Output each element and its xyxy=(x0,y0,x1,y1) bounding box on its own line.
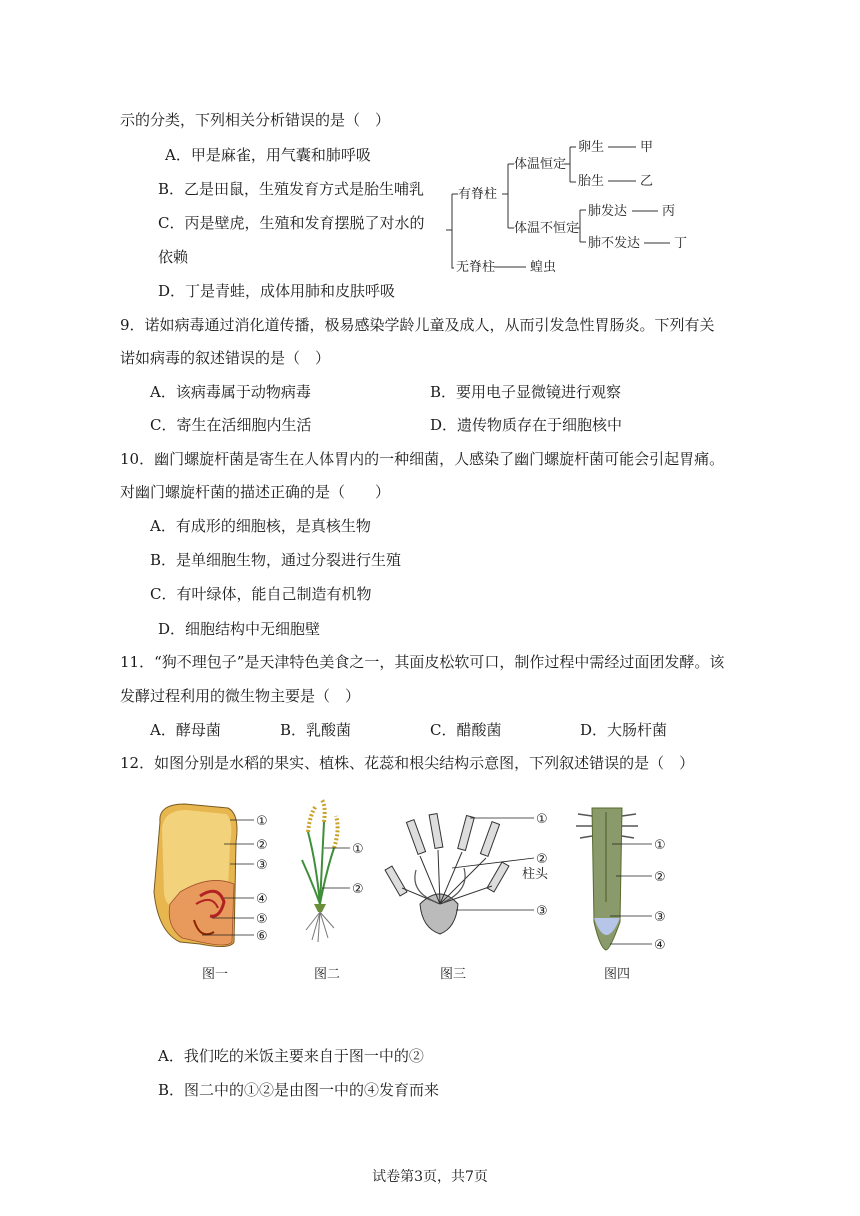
q11-option-a: A．酵母菌 xyxy=(150,721,221,739)
fig4-num-4: ④ xyxy=(654,938,666,953)
classification-diagram xyxy=(446,130,706,280)
fig2-label: 图二 xyxy=(314,967,341,982)
q12-option-b: B．图二中的①②是由图一中的④发育而来 xyxy=(158,1081,440,1099)
fig1-num-3: ③ xyxy=(256,858,268,873)
fig3-num-1: ① xyxy=(536,812,548,827)
fig4-label: 图四 xyxy=(604,967,631,982)
q9-line2: 诺如病毒的叙述错误的是（ ） xyxy=(120,349,331,367)
q8-option-c-cont: 依赖 xyxy=(158,248,189,266)
q10-option-c: C．有叶绿体，能自己制造有机物 xyxy=(150,585,372,603)
fig1-num-1: ① xyxy=(256,814,268,829)
q11-line2: 发酵过程利用的微生物主要是（ ） xyxy=(120,687,361,705)
q10-option-b: B．是单细胞生物，通过分裂进行生殖 xyxy=(150,551,402,569)
q9-option-a: A．该病毒属于动物病毒 xyxy=(150,383,311,401)
diag-lung-dev: 肺发达 xyxy=(588,204,628,219)
q8-option-a: A．甲是麻雀，用气囊和肺呼吸 xyxy=(165,146,371,164)
q10-option-a: A．有成形的细胞核，是真核生物 xyxy=(150,517,371,535)
fig4-num-2: ② xyxy=(654,870,666,885)
q10-line2: 对幽门螺旋杆菌的描述正确的是（ ） xyxy=(120,483,391,501)
q8-stem: 示的分类，下列相关分析错误的是（ ） xyxy=(120,111,391,129)
fig3-flower xyxy=(385,812,549,982)
q11-line1: 11．“狗不理包子”是天津特色美食之一，其面皮松软可口，制作过程中需经过面团发酵。该 xyxy=(120,653,725,671)
q11-option-b: B．乳酸菌 xyxy=(280,721,352,739)
fig1-num-6: ⑥ xyxy=(256,929,268,944)
fig3-label: 图三 xyxy=(440,967,467,982)
diag-lung-undev: 肺不发达 xyxy=(588,236,641,251)
diag-jia: 甲 xyxy=(640,140,654,155)
q9-option-b: B．要用电子显微镜进行观察 xyxy=(430,383,622,401)
q12-option-a: A．我们吃的米饭主要来自于图一中的② xyxy=(158,1047,424,1065)
fig1-num-5: ⑤ xyxy=(256,912,268,927)
fig4-num-3: ③ xyxy=(654,910,666,925)
q11-option-d: D．大肠杆菌 xyxy=(580,721,668,739)
diag-ding: 丁 xyxy=(674,236,688,251)
fig3-num-2: ② xyxy=(536,852,548,867)
fig1-num-2: ② xyxy=(256,838,268,853)
fig4-root-tip xyxy=(576,808,666,982)
fig2-num-1: ① xyxy=(352,842,364,857)
q8-option-b: B．乙是田鼠，生殖发育方式是胎生哺乳 xyxy=(158,180,425,198)
q10-line1: 10．幽门螺旋杆菌是寄生在人体胃内的一种细菌，人感染了幽门螺旋杆菌可能会引起胃痛。 xyxy=(120,450,725,468)
fig3-num-3: ③ xyxy=(536,904,548,919)
q9-line1: 9．诺如病毒通过消化道传播，极易感染学龄儿童及成人，从而引发急性胃肠炎。下列有关 xyxy=(120,316,715,334)
diag-oviparous: 卵生 xyxy=(578,140,605,155)
diag-vertebrate: 有脊柱 xyxy=(458,187,498,202)
fig3-stigma: 柱头 xyxy=(522,867,549,882)
q11-option-c: C．醋酸菌 xyxy=(430,721,502,739)
fig4-num-1: ① xyxy=(654,838,666,853)
fig1-rice-grain xyxy=(154,804,268,982)
fig1-label: 图一 xyxy=(202,967,229,982)
diag-yi: 乙 xyxy=(640,174,654,189)
q8-option-c: C．丙是壁虎，生殖和发育摆脱了对水的 xyxy=(158,214,425,232)
q12-line1: 12．如图分别是水稻的果实、植株、花蕊和根尖结构示意图，下列叙述错误的是（ ） xyxy=(120,754,695,772)
q9-option-d: D．遗传物质存在于细胞核中 xyxy=(430,416,623,434)
diag-cold: 体温不恒定 xyxy=(514,221,580,236)
q12-figures xyxy=(140,792,680,992)
diag-locust: 蝗虫 xyxy=(530,260,557,275)
q10-option-d: D．细胞结构中无细胞壁 xyxy=(158,620,321,638)
q9-option-c: C．寄生在活细胞内生活 xyxy=(150,416,312,434)
diag-invertebrate: 无脊柱 xyxy=(456,260,496,275)
diag-viviparous: 胎生 xyxy=(578,174,605,189)
q8-option-d: D．丁是青蛙，成体用肺和皮肤呼吸 xyxy=(158,282,396,300)
fig1-num-4: ④ xyxy=(256,892,268,907)
diag-bing: 丙 xyxy=(662,204,676,219)
page-footer: 试卷第3页，共7页 xyxy=(372,1169,488,1185)
fig2-num-2: ② xyxy=(352,882,364,897)
fig2-rice-plant xyxy=(302,800,364,982)
diag-warm: 体温恒定 xyxy=(514,157,567,172)
